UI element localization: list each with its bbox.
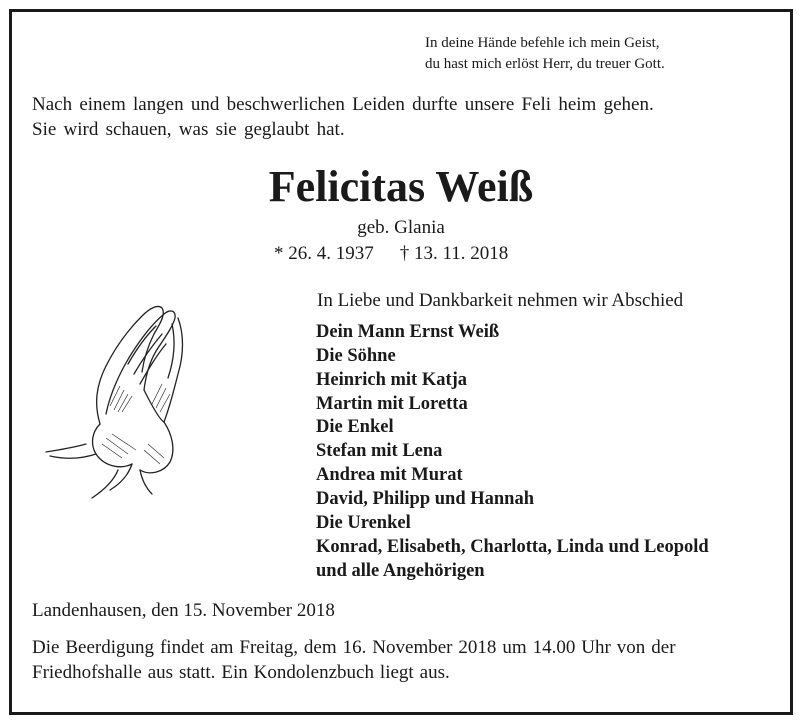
funeral-line: Friedhofshalle aus statt. Ein Kondolenzbuch liegt aus. (32, 662, 450, 683)
mourner-line: Heinrich mit Katja (316, 370, 468, 390)
farewell-line: In Liebe und Dankbarkeit nehmen wir Abschied (317, 290, 684, 311)
intro-line: Sie wird schauen, was sie geglaubt hat. (32, 119, 345, 140)
death-date: † 13. 11. 2018 (399, 243, 509, 264)
mourner-line: Die Enkel (316, 417, 394, 437)
praying-hands-icon (32, 294, 192, 509)
obituary-frame (9, 9, 793, 715)
mourner-line: Stefan mit Lena (316, 441, 443, 461)
funeral-line: Die Beerdigung findet am Freitag, dem 16. November 2018 um 14.00 Uhr von der (32, 637, 676, 658)
intro-line: Nach einem langen und beschwerlichen Leiden durfte unsere Feli heim gehen. (32, 94, 654, 115)
motto-line: du hast mich erlöst Herr, du treuer Gott. (425, 56, 665, 72)
mourner-line: Andrea mit Murat (316, 465, 463, 485)
mourner-line: Dein Mann Ernst Weiß (316, 322, 500, 342)
motto-line: In deine Hände befehle ich mein Geist, (425, 35, 660, 51)
mourner-line: Konrad, Elisabeth, Charlotta, Linda und Leopold (316, 537, 709, 557)
mourner-line: Die Söhne (316, 346, 396, 366)
mourner-line: und alle Angehörigen (316, 561, 485, 581)
mourner-line: Martin mit Loretta (316, 394, 468, 414)
place-date: Landenhausen, den 15. November 2018 (32, 600, 335, 621)
deceased-name: Felicitas Weiß (268, 162, 534, 211)
mourner-line: David, Philipp und Hannah (316, 489, 534, 509)
birth-date: * 26. 4. 1937 (274, 243, 374, 264)
life-dates (274, 242, 508, 266)
birth-name: geb. Glania (357, 217, 445, 238)
mourner-line: Die Urenkel (316, 513, 411, 533)
